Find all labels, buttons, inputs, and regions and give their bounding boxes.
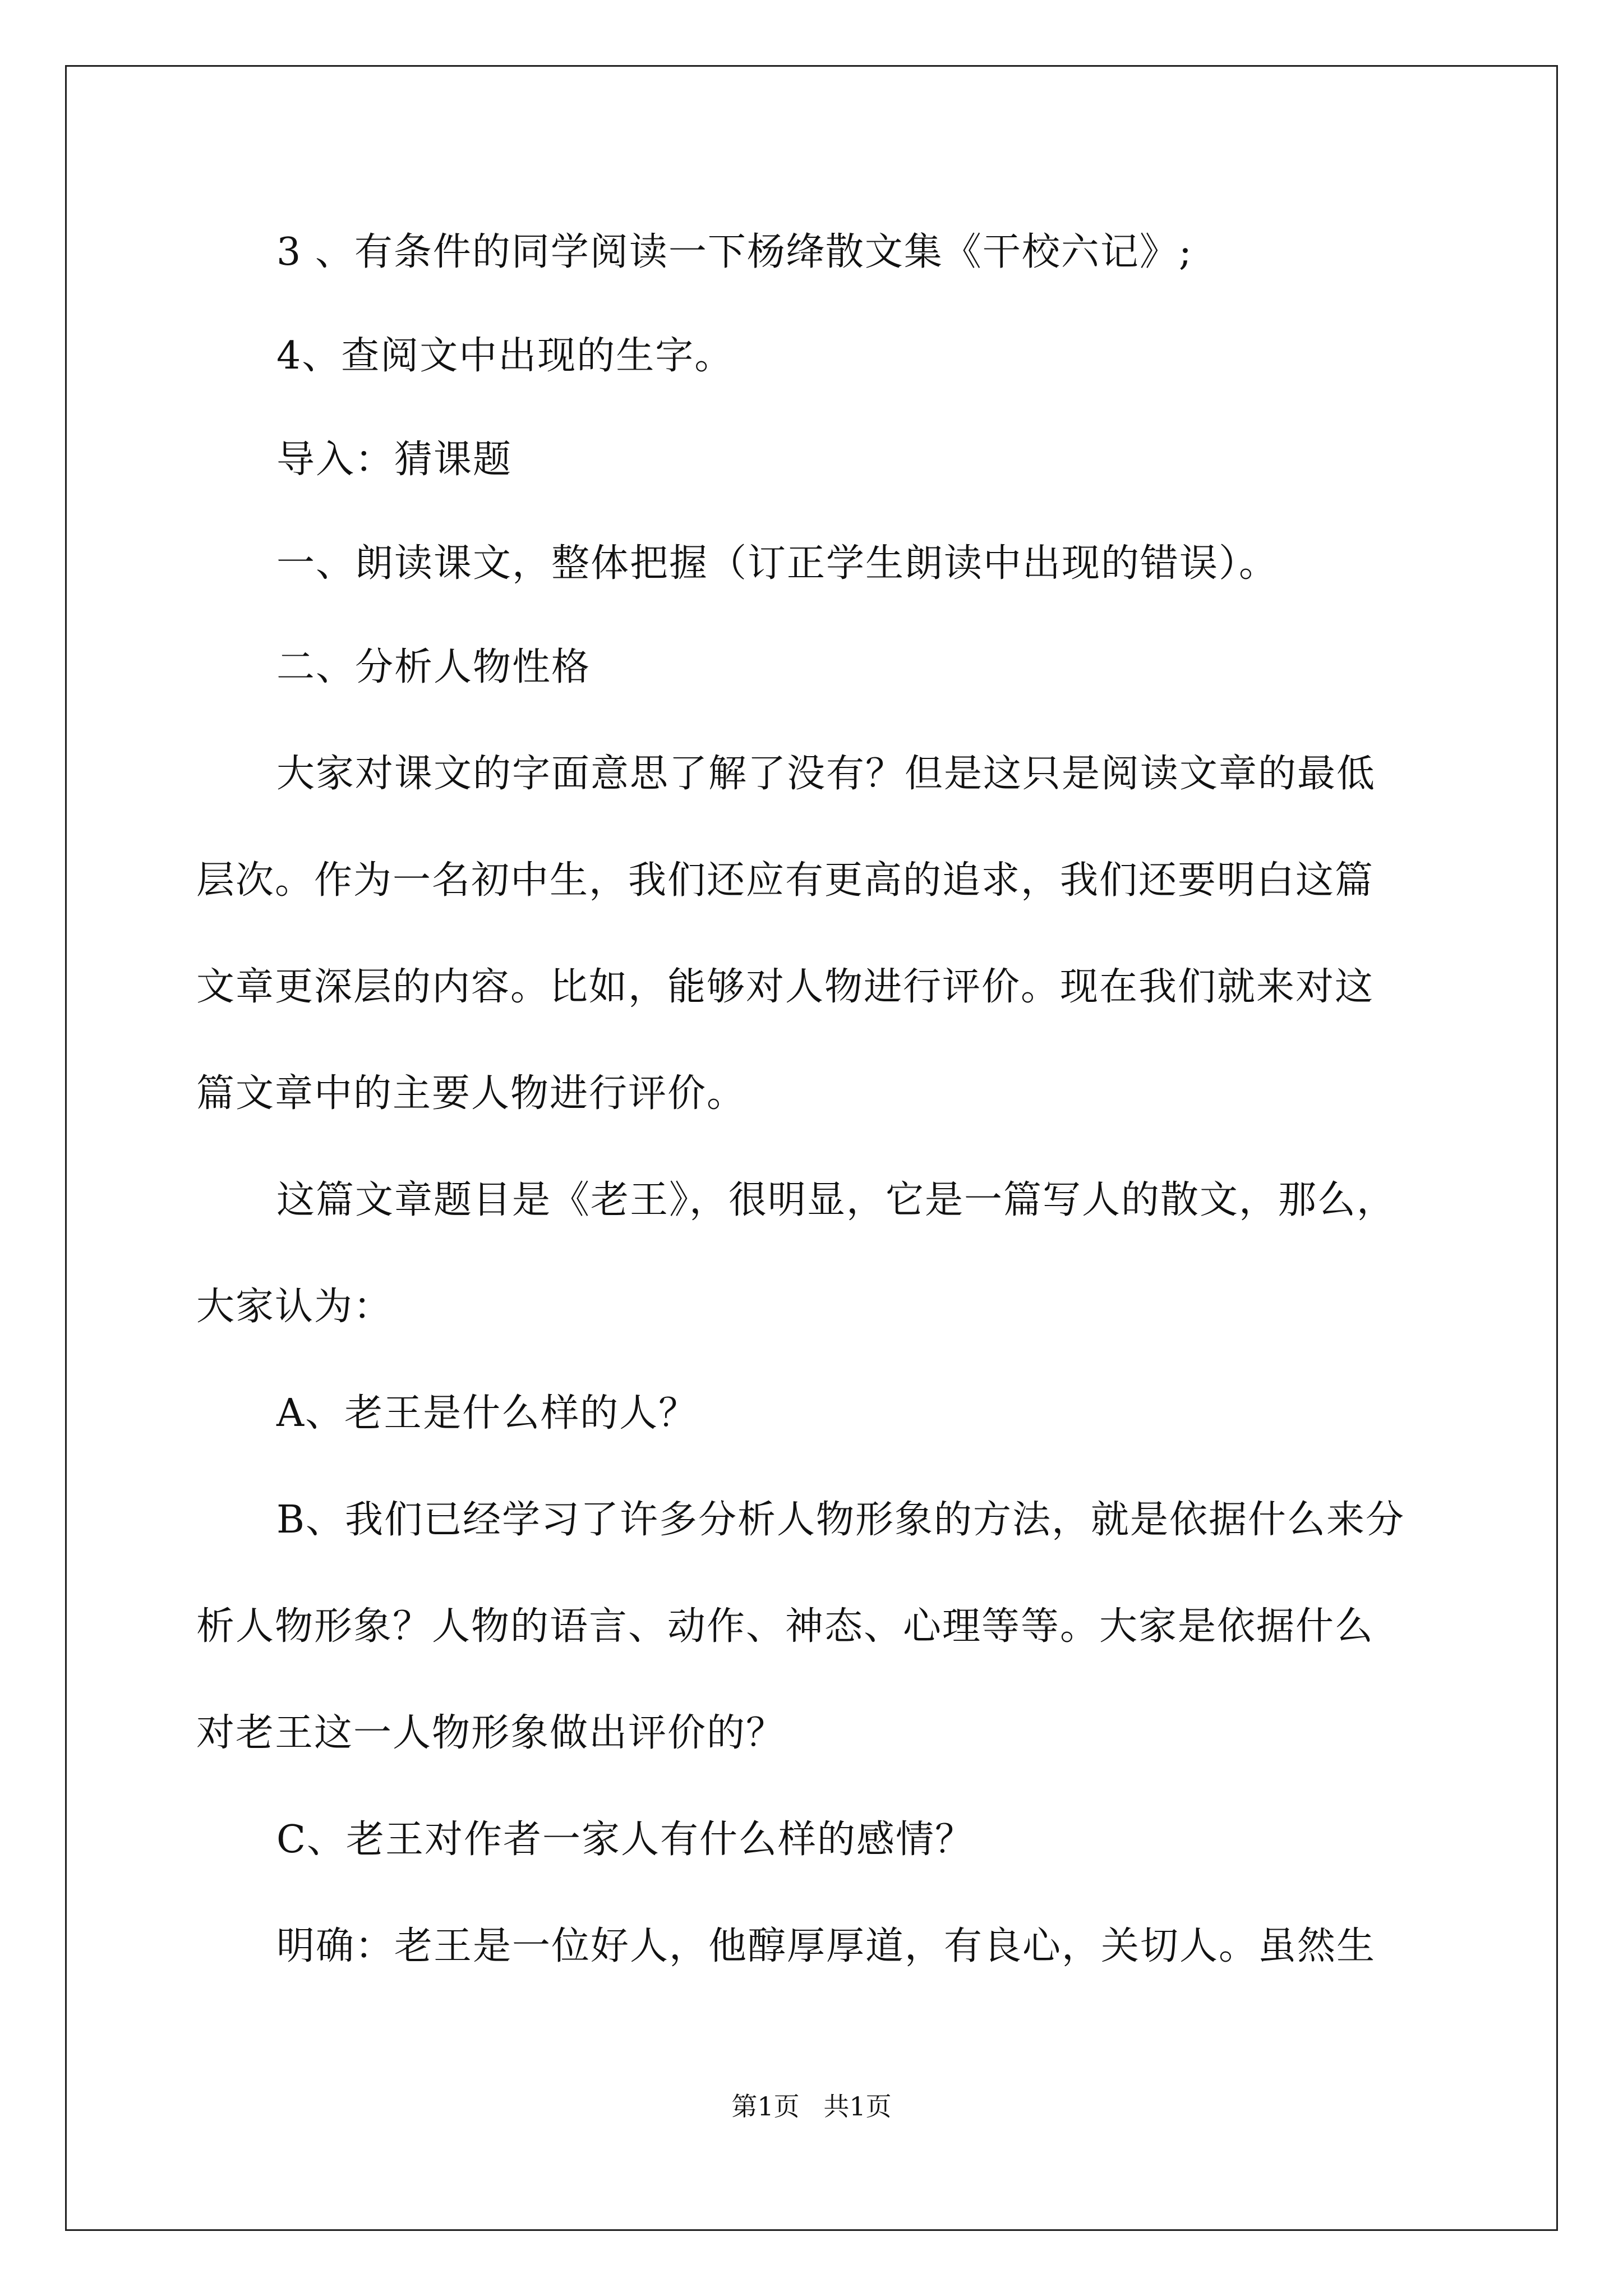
- text-line: 层次。作为一名初中生，我们还应有更高的追求，我们还要明白这篇: [196, 858, 1375, 903]
- page-border: [65, 65, 1558, 2231]
- text-line: 篇文章中的主要人物进行评价。: [196, 1071, 746, 1116]
- text-line: A、老王是什么样的人？: [276, 1391, 698, 1435]
- text-line: 二、分析人物性格: [276, 645, 591, 689]
- text-line: 析人物形象？人物的语言、动作、神态、心理等等。大家是依据什么: [196, 1604, 1375, 1649]
- text-line: 导入：猜课题: [276, 438, 513, 482]
- text-line: C、老王对作者一家人有什么样的感情？: [276, 1818, 975, 1862]
- text-line: 大家对课文的字面意思了解了没有？但是这只是阅读文章的最低: [276, 752, 1376, 796]
- text-line: 一、朗读课文，整体把握（订正学生朗读中出现的错误）。: [276, 541, 1279, 586]
- page-footer: [0, 2091, 1623, 2122]
- text-line: 文章更深层的内容。比如，能够对人物进行评价。现在我们就来对这: [196, 965, 1375, 1009]
- text-line: 对老王这一人物形象做出评价的？: [196, 1711, 786, 1755]
- text-line: 明确：老王是一位好人，他醇厚厚道，有良心，关切人。虽然生: [276, 1924, 1376, 1968]
- text-line: 这篇文章题目是《老王》，很明显，它是一篇写人的散文，那么，: [276, 1178, 1396, 1222]
- page-total: 共1页: [823, 2091, 892, 2122]
- text-line: 4、查阅文中出现的生字。: [276, 334, 734, 378]
- page-number: 第1页: [731, 2091, 800, 2122]
- text-line: 3 、有条件的同学阅读一下杨绛散文集《干校六记》;: [276, 230, 1193, 274]
- text-line: B、我们已经学习了许多分析人物形象的方法，就是依据什么来分: [276, 1498, 1405, 1542]
- text-line: 大家认为：: [196, 1285, 393, 1329]
